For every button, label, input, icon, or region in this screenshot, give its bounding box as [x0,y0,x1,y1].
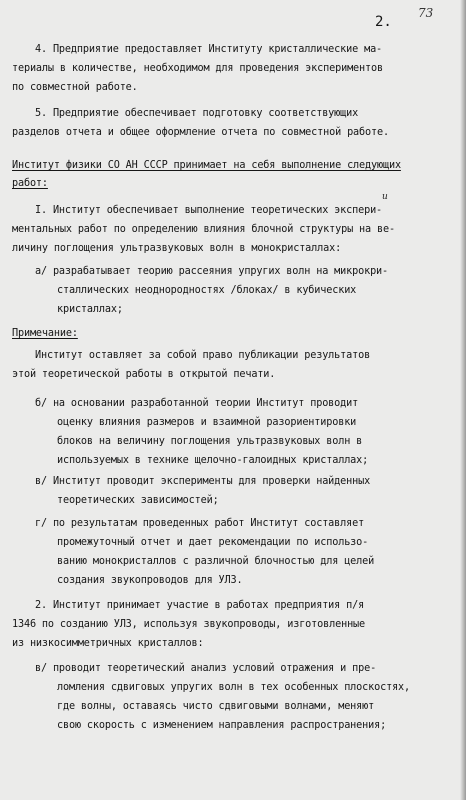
text-line: создания звукопроводов для УЛЗ. [57,575,243,586]
text-line: оценку влияния размеров и взаимной разориентировки [57,417,357,428]
text-line: свою скорость с изменением направления распространения; [57,720,387,731]
text-line: личину поглощения ультразвуковых волн в монокристаллах: [12,243,342,254]
text-line: г/ по результатам проведенных работ Институт составляет [35,518,365,529]
text-line: в/ Институт проводит эксперименты для проверки найденных [35,476,371,487]
text-line: промежуточный отчет и дает рекомендации по использо- [57,537,369,548]
text-line: 4. Предприятие предоставляет Институту кристаллические ма- [35,44,383,55]
text-line: в/ проводит теоретический анализ условий отражения и пре- [35,663,377,674]
text-line: по совместной работе. [12,82,138,93]
text-line: сталлических неоднородностях /блоках/ в кубических [57,285,357,296]
text-line: разделов отчета и общее оформление отчета по совместной работе. [12,127,389,138]
text-line: Институт оставляет за собой право публикации результатов [35,350,371,361]
text-line: б/ на основании разработанной теории Институт проводит [35,398,359,409]
section-heading: работ: [12,178,48,189]
note-heading: Примечание: [12,328,78,339]
text-line: ванию монокристаллов с различной блочностью для целей [57,556,375,567]
handwritten-page-number: 73 [418,6,434,20]
text-line: а/ разрабатывает теорию рассеяния упругих волн на микрокри- [35,266,389,277]
text-line: этой теоретической работы в открытой печати. [12,369,276,380]
text-line: 2. Институт принимает участие в работах предприятия п/я [35,600,365,611]
section-heading: Институт физики СО АН СССР принимает на себя выполнение следующих [12,160,401,171]
text-line: используемых в технике щелочно-галоидных кристаллах; [57,455,369,466]
text-line: I. Институт обеспечивает выполнение теоретических экспери- [35,205,383,216]
text-line: териалы в количестве, необходимом для проведения экспериментов [12,63,383,74]
text-line: из низкосимметричных кристаллов: [12,638,204,649]
text-line: 1346 по созданию УЛЗ, используя звукопроводы, изготовленные [12,619,366,630]
page-number: 2. [375,14,392,30]
text-line: теоретических зависимостей; [57,495,219,506]
text-line: где волны, оставаясь чисто сдвиговыми волнами, меняют [57,701,375,712]
handwritten-insertion: и [382,192,388,202]
text-line: блоков на величину поглощения ультразвуковых волн в [57,436,363,447]
text-line: ментальных работ по определению влияния блочной структуры на ве- [12,224,395,235]
text-line: ломления сдвиговых упругих волн в тех особенных плоскостях, [57,682,411,693]
text-line: 5. Предприятие обеспечивает подготовку соответствующих [35,108,359,119]
text-line: кристаллах; [57,304,123,315]
